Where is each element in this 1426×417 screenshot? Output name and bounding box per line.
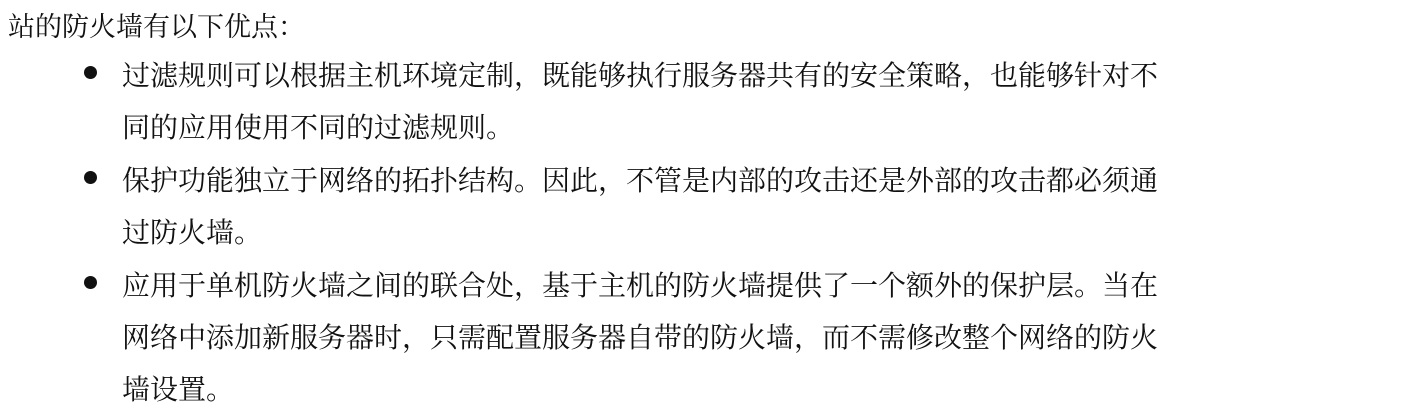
list-item (0, 50, 1426, 154)
list-item (0, 260, 1426, 416)
advantages-list (0, 50, 1426, 417)
bullet-icon (84, 66, 97, 79)
list-item-line: 网络中添加新服务器时，只需配置服务器自带的防火墙，而不需修改整个网络的防火 (122, 321, 1159, 354)
list-item (0, 155, 1426, 259)
intro-text: 站的防火墙有以下优点： (8, 12, 305, 43)
list-item-line: 墙设置。 (122, 373, 235, 406)
list-item-line: 保护功能独立于网络的拓扑结构。因此，不管是内部的攻击还是外部的攻击都必须通 (122, 164, 1159, 197)
bullet-icon (84, 276, 97, 289)
list-item-line: 过滤规则可以根据主机环境定制，既能够执行服务器共有的安全策略，也能够针对不 (122, 59, 1159, 92)
list-item-line: 应用于单机防火墙之间的联合处，基于主机的防火墙提供了一个额外的保护层。当在 (122, 269, 1159, 302)
list-item-line: 同的应用使用不同的过滤规则。 (122, 111, 515, 144)
list-item-line: 过防火墙。 (122, 216, 263, 249)
bullet-icon (84, 171, 97, 184)
